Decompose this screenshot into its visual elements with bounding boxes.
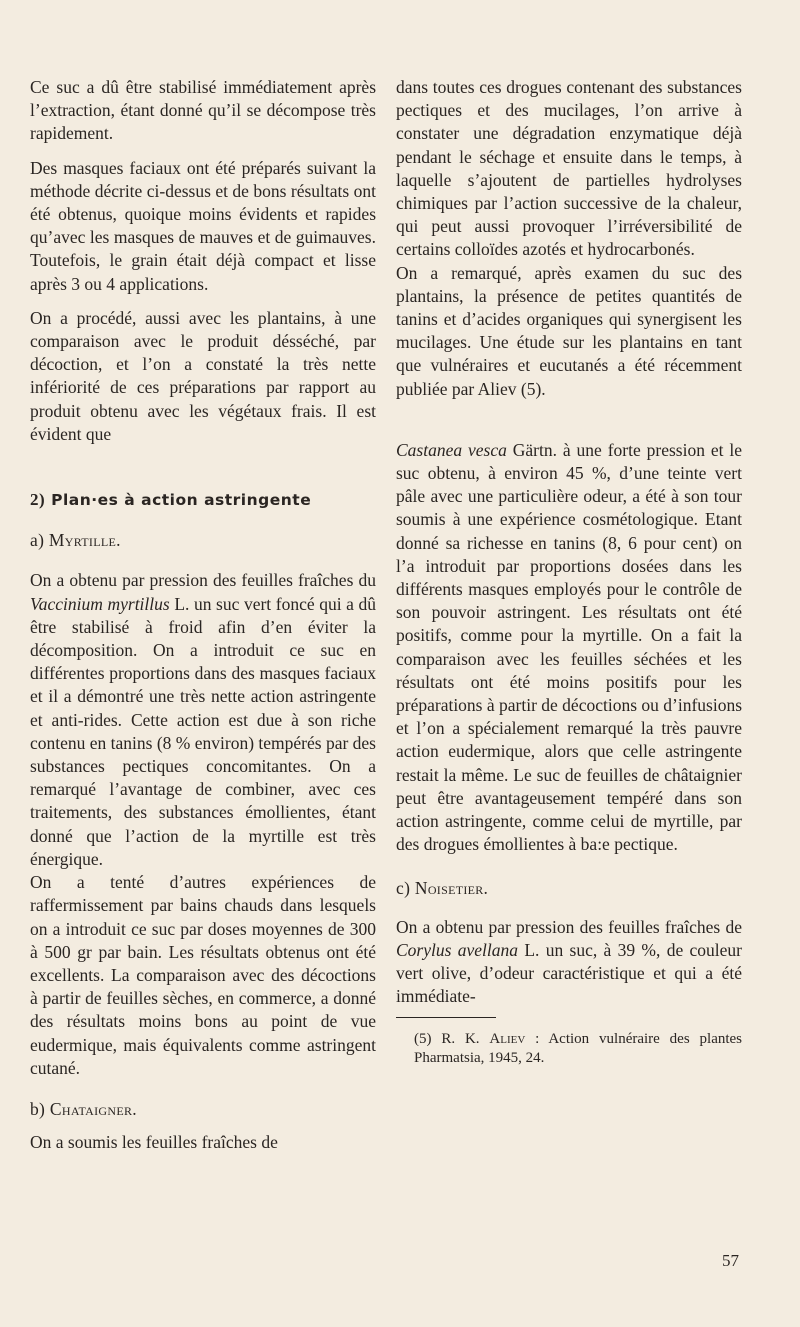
subsection-title: Chataigner.: [49, 1098, 137, 1119]
subsection-label: a): [30, 530, 45, 551]
paragraph: [30, 569, 376, 871]
page-number: 57: [722, 1251, 739, 1270]
paragraph: On a procédé, aussi avec les plantains, à une comparaison avec le produit désséché, par décoction, et l’on a constaté la très nette infériorité de ces préparations par rapport au produit obtenu avec les végétaux frais. Il est évident que: [30, 307, 376, 444]
footnote-author: Aliev: [489, 1030, 526, 1047]
subsection-heading: [30, 1098, 376, 1121]
paragraph: On a tenté d’autres expériences de raffermissement par bains chauds dans lesquels on a introduit ce suc par doses moyennes de 300 à 500 gr par bain. Les résultats obtenus ont été excellents. La comparaison avec des décoctions à partir de feuilles sèches, en commerce, a donné des résultats moins bons au point de vue eudermique, mais équivalents comme astringent cutané.: [30, 872, 376, 1078]
text-run: Gärtn. à une forte pression et le suc obtenu, à environ 45 %, d’une teinte vert pâle avec une particulière odeur, a été à son tour soumis à une expérience cosmétologique. Etant donné sa richesse en tanins (8, 6 pour cent) on l’a introduit par proportions dosées dans les différents masques employés pour le contrôle de son pouvoir astringent. Les résultats ont été positifs, comme pour la myrtille. On a fait la comparaison avec les feuilles séchées et les résultats ont été moins positifs pour les préparations à partir de décoctions ou d’infusions et l’on a spécialement remarqué la très pauvre action eudermique, alors que celle astringente restait la même. Le suc de feuilles de châtaignier peut être avantageusement tempéré dans son action astringente, comme celui de myrtille, par des drogues émollientes à ba:e pectique.: [396, 439, 743, 855]
species-name: Corylus avellana: [396, 939, 518, 960]
paragraph: [396, 916, 742, 1009]
text-run: On a obtenu par pression des feuilles fraîches de: [396, 916, 742, 937]
paragraph: Des masques faciaux ont été préparés suivant la méthode décrite ci-dessus et de bons résultats ont été obtenus, quoique moins évidents et rapides qu’avec les masques de mauves et de guimauves. Toutefois, le grain était déjà compact et lisse après 3 ou 4 applications.: [30, 157, 376, 294]
footnote-text: : Action vulnéraire des plantes Pharmatsia, 1945, 24.: [414, 1030, 743, 1066]
paragraph: On a remarqué, après examen du suc des plantains, la présence de petites quantités de tanins et d’acides organiques qui synergisent les mucilages. Une étude sur les plantains en tant que vulnéraires et eucutanés a été récemment publiée par Aliev (5).: [396, 262, 742, 399]
footnote: [396, 1030, 742, 1068]
subsection-title: Myrtille.: [48, 530, 121, 551]
paragraph: [396, 439, 742, 857]
subsection-label: b): [30, 1098, 46, 1119]
text-run: On a obtenu par pression des feuilles fraîches du: [30, 570, 376, 591]
subsection-label: c): [396, 877, 411, 898]
subsection-heading: [396, 877, 742, 900]
section-title: Plan·es à action astringente: [51, 491, 312, 510]
section-number: 2): [30, 490, 46, 510]
right-column: [396, 76, 742, 1068]
subsection-title: Noisetier.: [414, 877, 489, 898]
species-name: Castanea vesca: [396, 439, 507, 460]
left-column: [30, 76, 376, 1154]
species-name: Vaccinium myrtillus: [30, 593, 170, 614]
text-run: L. un suc vert foncé qui a dû être stabilisé à froid afin d’en éviter la décomposition. On a introduit ce suc en différentes proportions dans des masques faciaux et il a démontré une très nette action astringente et anti-rides. Cette action est due à son riche contenu en tanins (8 % environ) tempérés par des substances pectiques concomitantes. On a remarqué l’avantage de combiner, avec ces traitements, des substances émollientes, étant donné que l’action de la myrtille est très énergique.: [30, 593, 377, 869]
subsection-heading: [30, 529, 376, 552]
footnote-divider: [396, 1017, 496, 1018]
text-run: L. un suc, à 39 %, de couleur vert olive, d’odeur caractéristique et qui a été immédiate-: [396, 939, 743, 1007]
paragraph: dans toutes ces drogues contenant des substances pectiques et des mucilages, l’on arrive à constater une dégradation enzymatique déjà pendant le séchage et ensuite dans le temps, à laquelle s’ajoutent de partielles hydrolyses chimiques par l’action successive de la chaleur, qui peut aussi provoquer l’irréversibilité de certains colloïdes azotés et hydrocarbonés.: [396, 77, 742, 260]
section-heading: [30, 488, 376, 512]
paragraph: Ce suc a dû être stabilisé immédiatement après l’extraction, étant donné qu’il se décompose très rapidement.: [30, 77, 376, 144]
paragraph: On a soumis les feuilles fraîches de: [30, 1132, 278, 1153]
footnote-ref: (5) R. K.: [414, 1030, 480, 1047]
